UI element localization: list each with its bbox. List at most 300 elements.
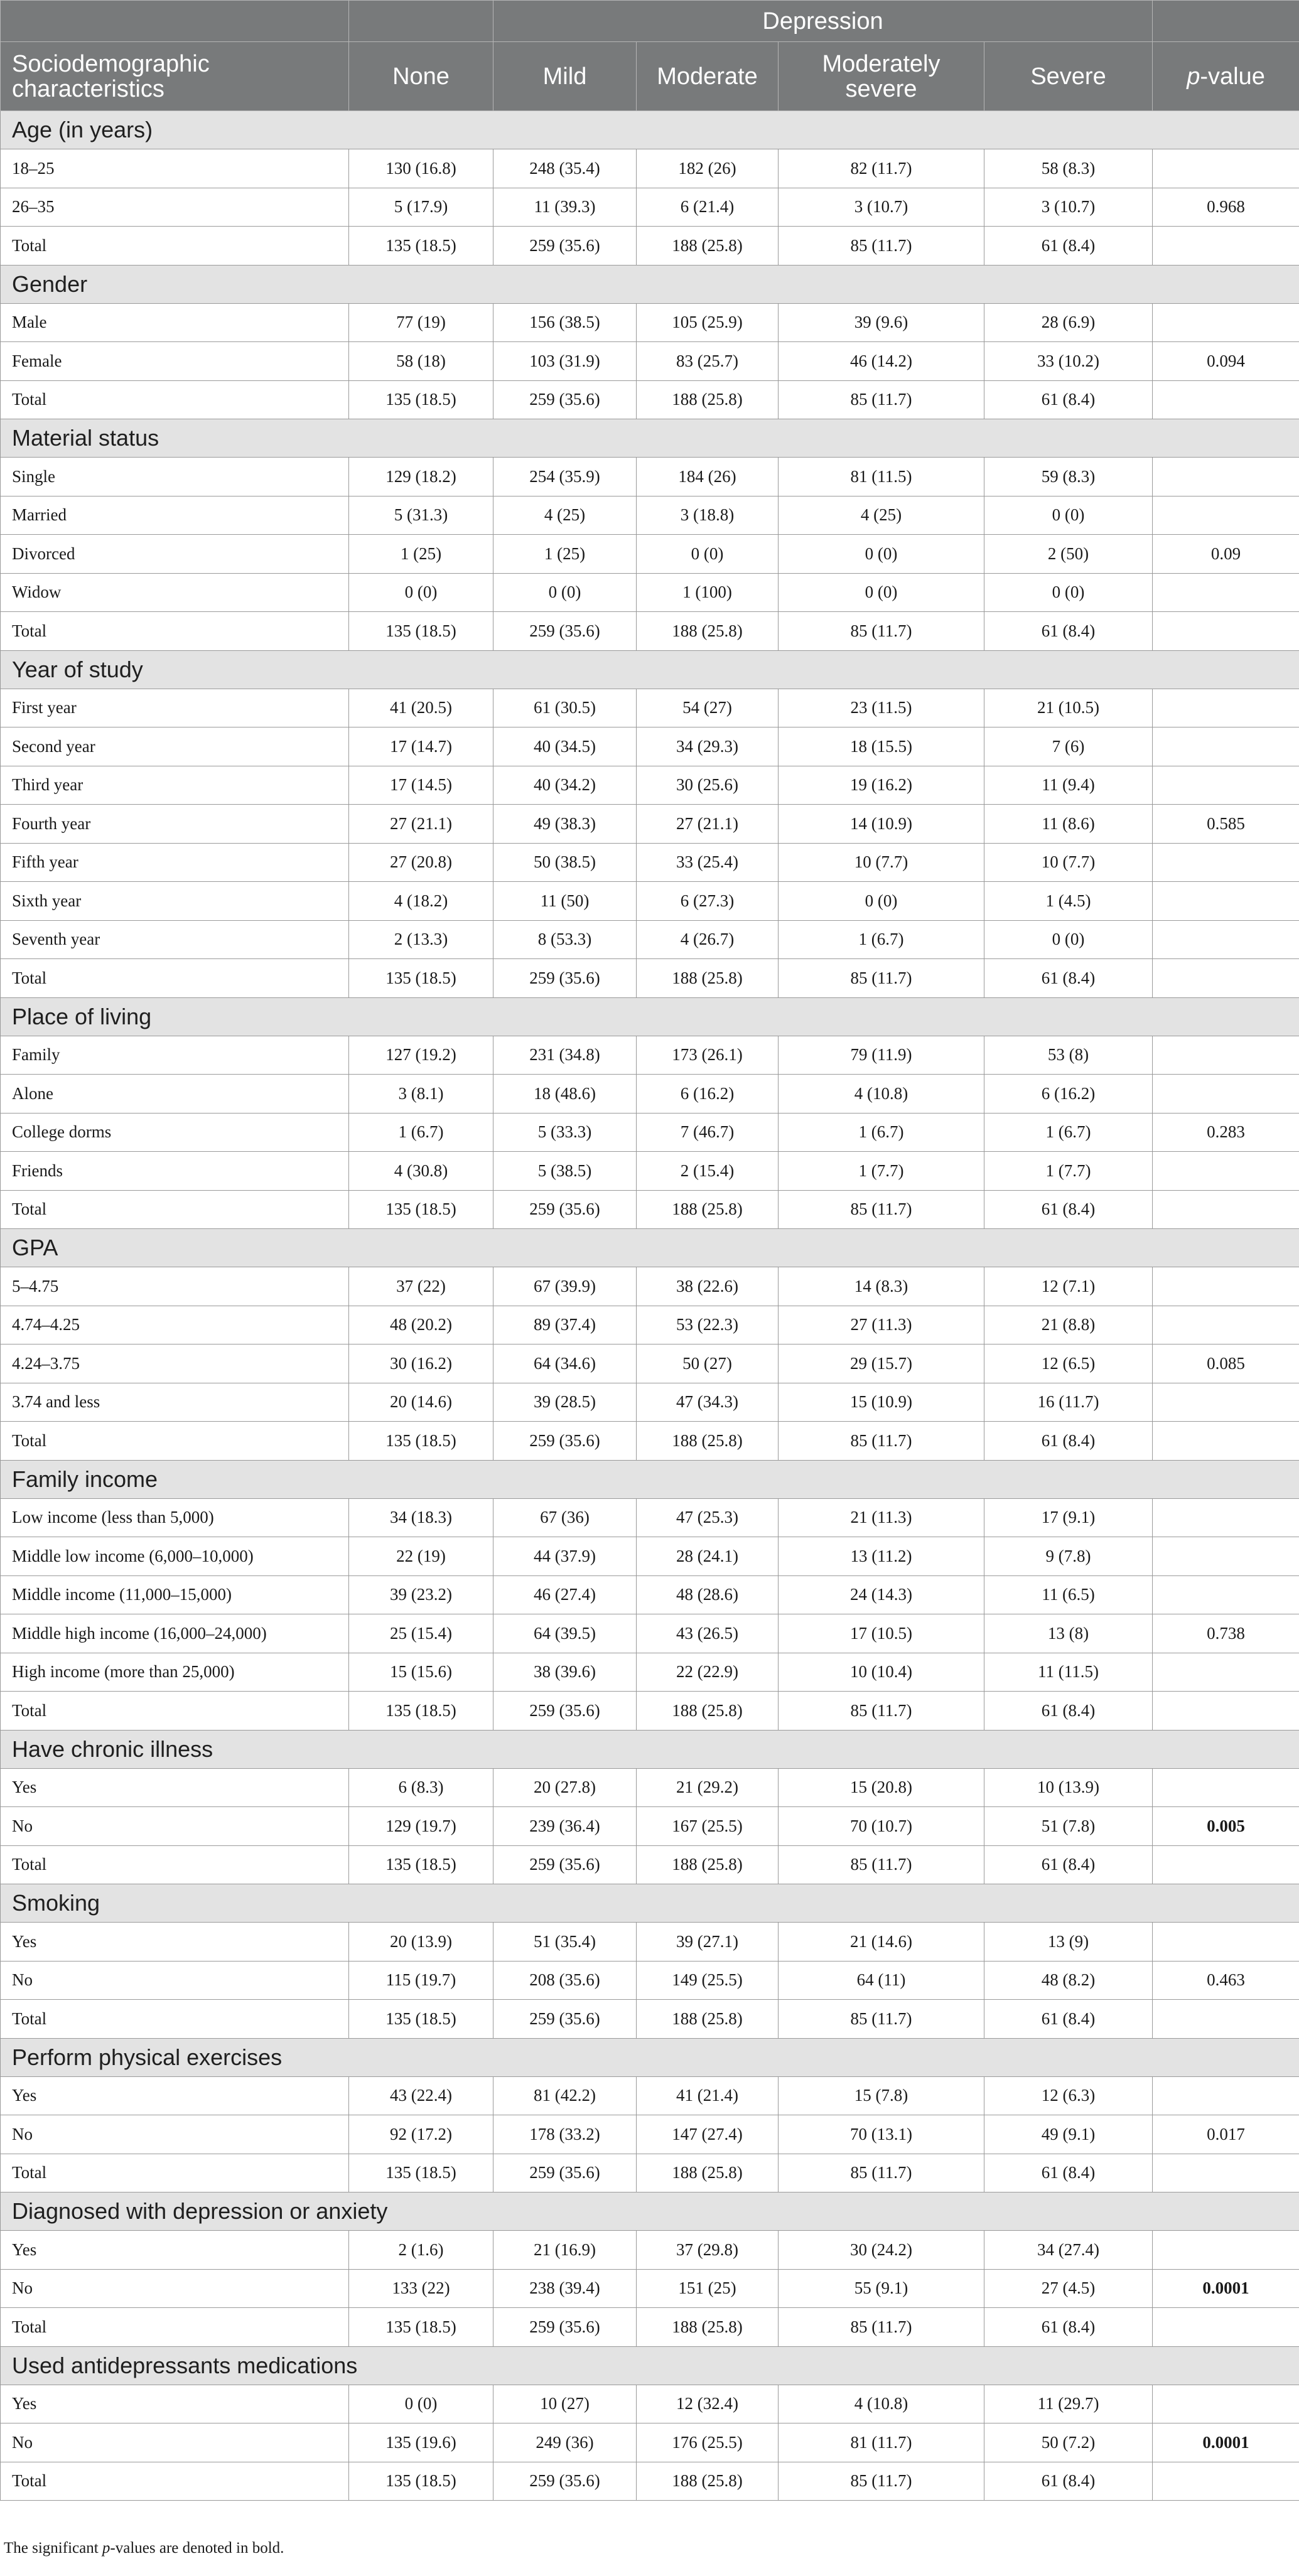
cell-severe: 1 (7.7) <box>984 1152 1153 1191</box>
cell-p-value <box>1153 1152 1299 1191</box>
cell-moderate: 39 (27.1) <box>637 1923 779 1962</box>
cell-p-value <box>1153 1537 1299 1576</box>
cell-moderate: 6 (27.3) <box>637 882 779 921</box>
cell-p-value <box>1153 458 1299 496</box>
row-label: Total <box>1 2308 349 2347</box>
table-row <box>1 188 1299 227</box>
cell-p-value <box>1153 1306 1299 1344</box>
footnote-before: The significant <box>4 2540 102 2557</box>
table-row <box>1 458 1299 496</box>
cell-moderately-severe: 70 (13.1) <box>779 2115 984 2154</box>
cell-severe: 61 (8.4) <box>984 1692 1153 1731</box>
table-row <box>1 573 1299 612</box>
cell-severe: 6 (16.2) <box>984 1075 1153 1114</box>
table-row <box>1 1845 1299 1884</box>
cell-moderately-severe: 4 (25) <box>779 496 984 535</box>
cell-none: 48 (20.2) <box>349 1306 493 1344</box>
cell-moderate: 0 (0) <box>637 535 779 574</box>
cell-moderate: 188 (25.8) <box>637 2308 779 2347</box>
cell-moderate: 182 (26) <box>637 149 779 188</box>
cell-p-value: 0.017 <box>1153 2115 1299 2154</box>
section-title: Used antidepressants medications <box>1 2346 1299 2385</box>
header-blank-cell <box>1 1 349 42</box>
cell-none: 115 (19.7) <box>349 1961 493 2000</box>
cell-none: 43 (22.4) <box>349 2076 493 2115</box>
cell-none: 4 (18.2) <box>349 882 493 921</box>
cell-moderately-severe: 10 (10.4) <box>779 1653 984 1692</box>
cell-p-value: 0.283 <box>1153 1113 1299 1152</box>
cell-mild: 40 (34.2) <box>493 766 637 805</box>
cell-p-value: 0.09 <box>1153 535 1299 574</box>
cell-mild: 10 (27) <box>493 2385 637 2423</box>
row-label: Family <box>1 1036 349 1075</box>
cell-p-value: 0.0001 <box>1153 2269 1299 2308</box>
cell-moderately-severe: 15 (20.8) <box>779 1768 984 1807</box>
cell-none: 130 (16.8) <box>349 149 493 188</box>
cell-moderate: 173 (26.1) <box>637 1036 779 1075</box>
cell-mild: 5 (33.3) <box>493 1113 637 1152</box>
row-label: Third year <box>1 766 349 805</box>
table-row <box>1 805 1299 844</box>
cell-mild: 64 (39.5) <box>493 1614 637 1653</box>
cell-moderately-severe: 85 (11.7) <box>779 1190 984 1229</box>
cell-none: 2 (1.6) <box>349 2231 493 2270</box>
cell-moderately-severe: 30 (24.2) <box>779 2231 984 2270</box>
cell-moderately-severe: 79 (11.9) <box>779 1036 984 1075</box>
cell-none: 25 (15.4) <box>349 1614 493 1653</box>
cell-moderate: 37 (29.8) <box>637 2231 779 2270</box>
col-header-characteristic: Sociodemographic characteristics <box>1 42 349 111</box>
row-label: No <box>1 2269 349 2308</box>
cell-moderately-severe: 1 (7.7) <box>779 1152 984 1191</box>
cell-mild: 64 (34.6) <box>493 1344 637 1383</box>
cell-moderately-severe: 4 (10.8) <box>779 1075 984 1114</box>
cell-moderate: 7 (46.7) <box>637 1113 779 1152</box>
cell-severe: 61 (8.4) <box>984 227 1153 266</box>
table-row <box>1 496 1299 535</box>
table-row <box>1 2385 1299 2423</box>
cell-p-value <box>1153 2385 1299 2423</box>
cell-moderately-severe: 21 (11.3) <box>779 1498 984 1537</box>
row-label: Total <box>1 2154 349 2192</box>
cell-p-value <box>1153 1692 1299 1731</box>
cell-p-value <box>1153 1267 1299 1306</box>
cell-severe: 11 (8.6) <box>984 805 1153 844</box>
cell-p-value <box>1153 612 1299 651</box>
row-label: Total <box>1 2000 349 2039</box>
cell-severe: 13 (8) <box>984 1614 1153 1653</box>
cell-severe: 51 (7.8) <box>984 1807 1153 1846</box>
cell-none: 37 (22) <box>349 1267 493 1306</box>
cell-p-value <box>1153 1036 1299 1075</box>
cell-none: 133 (22) <box>349 2269 493 2308</box>
cell-p-value <box>1153 2462 1299 2501</box>
row-label: Total <box>1 380 349 419</box>
p-italic: p <box>1187 63 1200 90</box>
cell-none: 5 (31.3) <box>349 496 493 535</box>
cell-severe: 11 (29.7) <box>984 2385 1153 2423</box>
table-row <box>1 1768 1299 1807</box>
table-row <box>1 2423 1299 2462</box>
cell-mild: 259 (35.6) <box>493 1190 637 1229</box>
header-blank-cell <box>1153 1 1299 42</box>
cell-severe: 0 (0) <box>984 496 1153 535</box>
cell-mild: 259 (35.6) <box>493 2000 637 2039</box>
cell-none: 17 (14.5) <box>349 766 493 805</box>
cell-moderate: 53 (22.3) <box>637 1306 779 1344</box>
cell-severe: 27 (4.5) <box>984 2269 1153 2308</box>
cell-mild: 254 (35.9) <box>493 458 637 496</box>
cell-moderately-severe: 46 (14.2) <box>779 342 984 381</box>
cell-none: 27 (20.8) <box>349 843 493 882</box>
cell-mild: 259 (35.6) <box>493 612 637 651</box>
cell-moderately-severe: 24 (14.3) <box>779 1575 984 1614</box>
table-row <box>1 1614 1299 1653</box>
col-header-mild: Mild <box>493 42 637 111</box>
row-label: High income (more than 25,000) <box>1 1653 349 1692</box>
table-row <box>1 920 1299 959</box>
row-label: Total <box>1 612 349 651</box>
table-row <box>1 1807 1299 1846</box>
cell-none: 27 (21.1) <box>349 805 493 844</box>
cell-mild: 20 (27.8) <box>493 1768 637 1807</box>
cell-moderate: 188 (25.8) <box>637 1692 779 1731</box>
cell-moderate: 50 (27) <box>637 1344 779 1383</box>
section-title: Place of living <box>1 997 1299 1036</box>
table-row <box>1 535 1299 574</box>
cell-moderately-severe: 39 (9.6) <box>779 303 984 342</box>
section-header-row <box>1 111 1299 149</box>
cell-none: 22 (19) <box>349 1537 493 1576</box>
cell-severe: 10 (13.9) <box>984 1768 1153 1807</box>
section-title: Have chronic illness <box>1 1730 1299 1768</box>
cell-moderate: 12 (32.4) <box>637 2385 779 2423</box>
row-label: 4.74–4.25 <box>1 1306 349 1344</box>
cell-mild: 5 (38.5) <box>493 1152 637 1191</box>
cell-moderately-severe: 55 (9.1) <box>779 2269 984 2308</box>
table-row <box>1 1692 1299 1731</box>
cell-moderately-severe: 85 (11.7) <box>779 1845 984 1884</box>
table-row <box>1 2115 1299 2154</box>
cell-moderately-severe: 14 (8.3) <box>779 1267 984 1306</box>
cell-p-value <box>1153 1845 1299 1884</box>
row-label: Single <box>1 458 349 496</box>
cell-moderate: 83 (25.7) <box>637 342 779 381</box>
cell-mild: 61 (30.5) <box>493 689 637 727</box>
table-row <box>1 2308 1299 2347</box>
row-label: College dorms <box>1 1113 349 1152</box>
table-row <box>1 612 1299 651</box>
cell-p-value <box>1153 2000 1299 2039</box>
cell-p-value <box>1153 1075 1299 1114</box>
cell-mild: 259 (35.6) <box>493 1692 637 1731</box>
table-row <box>1 2076 1299 2115</box>
cell-p-value: 0.085 <box>1153 1344 1299 1383</box>
table-row <box>1 1498 1299 1537</box>
section-header-row <box>1 419 1299 458</box>
cell-none: 15 (15.6) <box>349 1653 493 1692</box>
cell-moderate: 54 (27) <box>637 689 779 727</box>
p-value-suffix: -value <box>1200 63 1265 90</box>
col-header-severe: Severe <box>984 42 1153 111</box>
cell-none: 135 (18.5) <box>349 2462 493 2501</box>
cell-severe: 61 (8.4) <box>984 1190 1153 1229</box>
table-row <box>1 1344 1299 1383</box>
cell-mild: 259 (35.6) <box>493 959 637 998</box>
cell-p-value <box>1153 1575 1299 1614</box>
cell-none: 5 (17.9) <box>349 188 493 227</box>
cell-mild: 40 (34.5) <box>493 727 637 766</box>
cell-moderately-severe: 23 (11.5) <box>779 689 984 727</box>
cell-severe: 61 (8.4) <box>984 2154 1153 2192</box>
cell-severe: 2 (50) <box>984 535 1153 574</box>
cell-p-value <box>1153 380 1299 419</box>
table-row <box>1 380 1299 419</box>
table-row <box>1 2000 1299 2039</box>
cell-mild: 8 (53.3) <box>493 920 637 959</box>
cell-moderately-severe: 17 (10.5) <box>779 1614 984 1653</box>
row-label: Divorced <box>1 535 349 574</box>
row-label: 4.24–3.75 <box>1 1344 349 1383</box>
cell-moderate: 41 (21.4) <box>637 2076 779 2115</box>
cell-mild: 259 (35.6) <box>493 2154 637 2192</box>
cell-moderate: 47 (25.3) <box>637 1498 779 1537</box>
row-label: Total <box>1 1692 349 1731</box>
cell-moderate: 151 (25) <box>637 2269 779 2308</box>
cell-severe: 1 (4.5) <box>984 882 1153 921</box>
footnote-after: -values are denoted in bold. <box>110 2540 284 2557</box>
cell-severe: 16 (11.7) <box>984 1383 1153 1422</box>
cell-moderately-severe: 0 (0) <box>779 535 984 574</box>
cell-moderately-severe: 85 (11.7) <box>779 1422 984 1461</box>
section-title: Age (in years) <box>1 111 1299 149</box>
col-header-moderate: Moderate <box>637 42 779 111</box>
cell-moderate: 3 (18.8) <box>637 496 779 535</box>
cell-none: 41 (20.5) <box>349 689 493 727</box>
cell-moderately-severe: 15 (10.9) <box>779 1383 984 1422</box>
cell-mild: 178 (33.2) <box>493 2115 637 2154</box>
cell-moderate: 184 (26) <box>637 458 779 496</box>
cell-p-value <box>1153 303 1299 342</box>
table-row <box>1 2462 1299 2501</box>
cell-severe: 61 (8.4) <box>984 612 1153 651</box>
cell-mild: 18 (48.6) <box>493 1075 637 1114</box>
row-label: Low income (less than 5,000) <box>1 1498 349 1537</box>
row-label: Middle high income (16,000–24,000) <box>1 1614 349 1653</box>
cell-moderately-severe: 15 (7.8) <box>779 2076 984 2115</box>
cell-severe: 11 (6.5) <box>984 1575 1153 1614</box>
cell-severe: 61 (8.4) <box>984 1845 1153 1884</box>
cell-mild: 103 (31.9) <box>493 342 637 381</box>
cell-p-value <box>1153 149 1299 188</box>
row-label: Total <box>1 1190 349 1229</box>
cell-none: 135 (19.6) <box>349 2423 493 2462</box>
table-row <box>1 689 1299 727</box>
row-label: No <box>1 2423 349 2462</box>
section-header-row <box>1 650 1299 689</box>
table-row <box>1 1267 1299 1306</box>
cell-moderately-severe: 4 (10.8) <box>779 2385 984 2423</box>
table-row <box>1 1383 1299 1422</box>
section-title: Material status <box>1 419 1299 458</box>
cell-mild: 81 (42.2) <box>493 2076 637 2115</box>
table-row <box>1 303 1299 342</box>
cell-none: 1 (6.7) <box>349 1113 493 1152</box>
cell-severe: 17 (9.1) <box>984 1498 1153 1537</box>
row-label: 5–4.75 <box>1 1267 349 1306</box>
cell-p-value: 0.738 <box>1153 1614 1299 1653</box>
row-label: Female <box>1 342 349 381</box>
section-title: Perform physical exercises <box>1 2038 1299 2076</box>
row-label: No <box>1 1807 349 1846</box>
cell-p-value <box>1153 1422 1299 1461</box>
cell-moderate: 147 (27.4) <box>637 2115 779 2154</box>
cell-none: 135 (18.5) <box>349 380 493 419</box>
cell-moderately-severe: 85 (11.7) <box>779 380 984 419</box>
cell-moderately-severe: 19 (16.2) <box>779 766 984 805</box>
cell-moderately-severe: 85 (11.7) <box>779 2154 984 2192</box>
cell-moderate: 176 (25.5) <box>637 2423 779 2462</box>
cell-moderately-severe: 85 (11.7) <box>779 2462 984 2501</box>
cell-mild: 11 (50) <box>493 882 637 921</box>
cell-mild: 259 (35.6) <box>493 227 637 266</box>
cell-severe: 21 (10.5) <box>984 689 1153 727</box>
row-label: Alone <box>1 1075 349 1114</box>
cell-mild: 208 (35.6) <box>493 1961 637 2000</box>
section-header-row <box>1 265 1299 303</box>
cell-moderate: 188 (25.8) <box>637 959 779 998</box>
cell-none: 77 (19) <box>349 303 493 342</box>
cell-moderately-severe: 1 (6.7) <box>779 1113 984 1152</box>
cell-mild: 4 (25) <box>493 496 637 535</box>
cell-severe: 28 (6.9) <box>984 303 1153 342</box>
cell-p-value <box>1153 496 1299 535</box>
table-row <box>1 2269 1299 2308</box>
row-label: Sixth year <box>1 882 349 921</box>
cell-moderate: 6 (21.4) <box>637 188 779 227</box>
cell-p-value: 0.005 <box>1153 1807 1299 1846</box>
cell-moderate: 188 (25.8) <box>637 2000 779 2039</box>
cell-p-value <box>1153 1653 1299 1692</box>
cell-moderate: 30 (25.6) <box>637 766 779 805</box>
cell-p-value <box>1153 2231 1299 2270</box>
cell-severe: 0 (0) <box>984 573 1153 612</box>
table-row <box>1 727 1299 766</box>
cell-mild: 259 (35.6) <box>493 1845 637 1884</box>
cell-severe: 12 (6.5) <box>984 1344 1153 1383</box>
table-row <box>1 149 1299 188</box>
cell-severe: 61 (8.4) <box>984 959 1153 998</box>
cell-none: 135 (18.5) <box>349 1190 493 1229</box>
table-row <box>1 1152 1299 1191</box>
cell-none: 127 (19.2) <box>349 1036 493 1075</box>
row-label: Middle income (11,000–15,000) <box>1 1575 349 1614</box>
table-row <box>1 959 1299 998</box>
cell-moderately-severe: 10 (7.7) <box>779 843 984 882</box>
cell-p-value <box>1153 920 1299 959</box>
cell-mild: 248 (35.4) <box>493 149 637 188</box>
cell-mild: 50 (38.5) <box>493 843 637 882</box>
row-label: Yes <box>1 2385 349 2423</box>
cell-p-value: 0.968 <box>1153 188 1299 227</box>
cell-moderate: 105 (25.9) <box>637 303 779 342</box>
cell-severe: 11 (11.5) <box>984 1653 1153 1692</box>
cell-mild: 39 (28.5) <box>493 1383 637 1422</box>
section-header-row <box>1 1229 1299 1267</box>
cell-moderately-severe: 18 (15.5) <box>779 727 984 766</box>
cell-moderate: 6 (16.2) <box>637 1075 779 1114</box>
cell-severe: 21 (8.8) <box>984 1306 1153 1344</box>
row-label: 26–35 <box>1 188 349 227</box>
cell-severe: 48 (8.2) <box>984 1961 1153 2000</box>
cell-moderate: 27 (21.1) <box>637 805 779 844</box>
cell-severe: 58 (8.3) <box>984 149 1153 188</box>
cell-mild: 259 (35.6) <box>493 380 637 419</box>
section-title: GPA <box>1 1229 1299 1267</box>
cell-mild: 67 (36) <box>493 1498 637 1537</box>
cell-p-value <box>1153 882 1299 921</box>
cell-none: 3 (8.1) <box>349 1075 493 1114</box>
cell-p-value <box>1153 959 1299 998</box>
cell-p-value: 0.463 <box>1153 1961 1299 2000</box>
row-label: Male <box>1 303 349 342</box>
table-row <box>1 2231 1299 2270</box>
cell-mild: 44 (37.9) <box>493 1537 637 1576</box>
cell-mild: 21 (16.9) <box>493 2231 637 2270</box>
cell-moderate: 188 (25.8) <box>637 1190 779 1229</box>
cell-moderate: 188 (25.8) <box>637 2154 779 2192</box>
section-title: Gender <box>1 265 1299 303</box>
cell-severe: 61 (8.4) <box>984 2000 1153 2039</box>
table-row <box>1 342 1299 381</box>
cell-severe: 9 (7.8) <box>984 1537 1153 1576</box>
row-label: First year <box>1 689 349 727</box>
cell-mild: 51 (35.4) <box>493 1923 637 1962</box>
cell-p-value <box>1153 573 1299 612</box>
header-blank-cell <box>349 1 493 42</box>
cell-moderately-severe: 81 (11.5) <box>779 458 984 496</box>
cell-none: 58 (18) <box>349 342 493 381</box>
cell-moderately-severe: 3 (10.7) <box>779 188 984 227</box>
cell-moderate: 48 (28.6) <box>637 1575 779 1614</box>
table-row <box>1 1422 1299 1461</box>
row-label: Yes <box>1 1768 349 1807</box>
cell-none: 2 (13.3) <box>349 920 493 959</box>
row-label: Friends <box>1 1152 349 1191</box>
cell-severe: 49 (9.1) <box>984 2115 1153 2154</box>
footnote <box>4 2540 284 2557</box>
depression-group-header: Depression <box>493 1 1153 42</box>
cell-moderately-severe: 85 (11.7) <box>779 2308 984 2347</box>
cell-mild: 239 (36.4) <box>493 1807 637 1846</box>
cell-mild: 89 (37.4) <box>493 1306 637 1344</box>
table-row <box>1 1306 1299 1344</box>
cell-severe: 59 (8.3) <box>984 458 1153 496</box>
cell-moderate: 34 (29.3) <box>637 727 779 766</box>
cell-severe: 11 (9.4) <box>984 766 1153 805</box>
cell-none: 135 (18.5) <box>349 959 493 998</box>
cell-none: 1 (25) <box>349 535 493 574</box>
cell-p-value <box>1153 766 1299 805</box>
cell-severe: 33 (10.2) <box>984 342 1153 381</box>
cell-moderate: 188 (25.8) <box>637 2462 779 2501</box>
row-label: Middle low income (6,000–10,000) <box>1 1537 349 1576</box>
row-label: Total <box>1 1422 349 1461</box>
cell-mild: 46 (27.4) <box>493 1575 637 1614</box>
row-label: Yes <box>1 2231 349 2270</box>
cell-none: 6 (8.3) <box>349 1768 493 1807</box>
cell-severe: 12 (6.3) <box>984 2076 1153 2115</box>
